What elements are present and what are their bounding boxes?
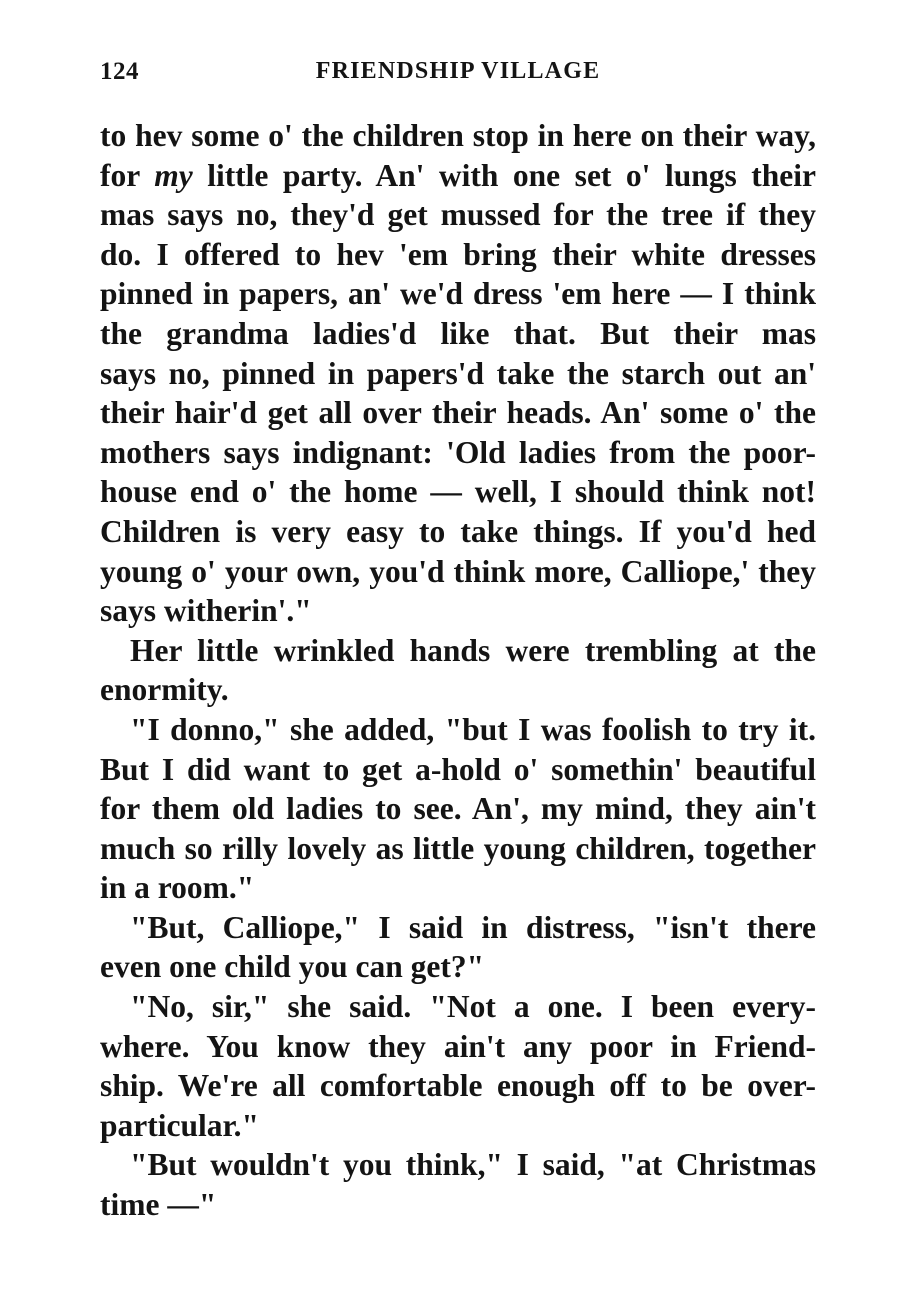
paragraph <box>100 116 816 631</box>
text-line: house end o' the home — well, I should think not! <box>100 474 816 510</box>
text-line: the grandma ladies'd like that. But their mas <box>100 315 816 351</box>
text-line: mothers says indignant: 'Old ladies from the poor- <box>100 434 816 470</box>
paragraph <box>100 987 816 1145</box>
running-title: FRIENDSHIP VILLAGE <box>315 58 601 84</box>
paragraph <box>100 631 816 710</box>
paragraph <box>100 710 816 908</box>
text-line: to hev some o' the children stop in here on their way, <box>100 118 816 153</box>
text-line: ship. We're all comfortable enough off to be over- <box>100 1068 816 1104</box>
text-line: young o' your own, you'd think more, Calliope,' they <box>100 553 816 589</box>
text-line: for them old ladies to see. An', my mind, they ain't <box>100 791 816 827</box>
paragraph <box>100 908 816 987</box>
text-line: Children is very easy to take things. If you'd hed <box>100 513 816 549</box>
text-line: But I did want to get a-hold o' somethin' beautiful <box>100 751 816 787</box>
paragraph <box>100 1145 816 1224</box>
text-line: particular." <box>100 1107 259 1143</box>
text-line: "No, sir," she said. "Not a one. I been every- <box>130 989 816 1025</box>
body-text <box>100 116 816 1225</box>
text-line: says no, pinned in papers'd take the starch out an' <box>100 355 816 391</box>
text-line: mas says no, they'd get mussed for the tree if they <box>100 197 816 233</box>
text-line: enormity. <box>100 672 229 708</box>
text-line: much so rilly lovely as little young children, together <box>100 830 816 866</box>
text-line: Her little wrinkled hands were trembling at the <box>130 632 816 668</box>
text-line: where. You know they ain't any poor in Friend- <box>100 1028 816 1064</box>
text-line: pinned in papers, an' we'd dress 'em here — I think <box>100 276 816 312</box>
text-line: for my little party. An' with one set o' lungs their <box>100 157 817 193</box>
emphasis: my <box>154 157 193 193</box>
running-head <box>100 58 816 94</box>
text-line: "I donno," she added, "but I was foolish to try it. <box>130 711 816 747</box>
page-number: 124 <box>100 58 139 85</box>
text-line: time —" <box>100 1187 217 1223</box>
text-line: says witherin'." <box>100 593 312 629</box>
text-line: "But wouldn't you think," I said, "at Christmas <box>130 1147 816 1183</box>
text-line: their hair'd get all over their heads. An' some o' the <box>100 395 816 431</box>
text-line: even one child you can get?" <box>100 949 485 985</box>
text-line: in a room." <box>100 870 255 906</box>
text-line: "But, Calliope," I said in distress, "isn't there <box>130 909 816 945</box>
text-line: do. I offered to hev 'em bring their white dresses <box>100 236 816 272</box>
